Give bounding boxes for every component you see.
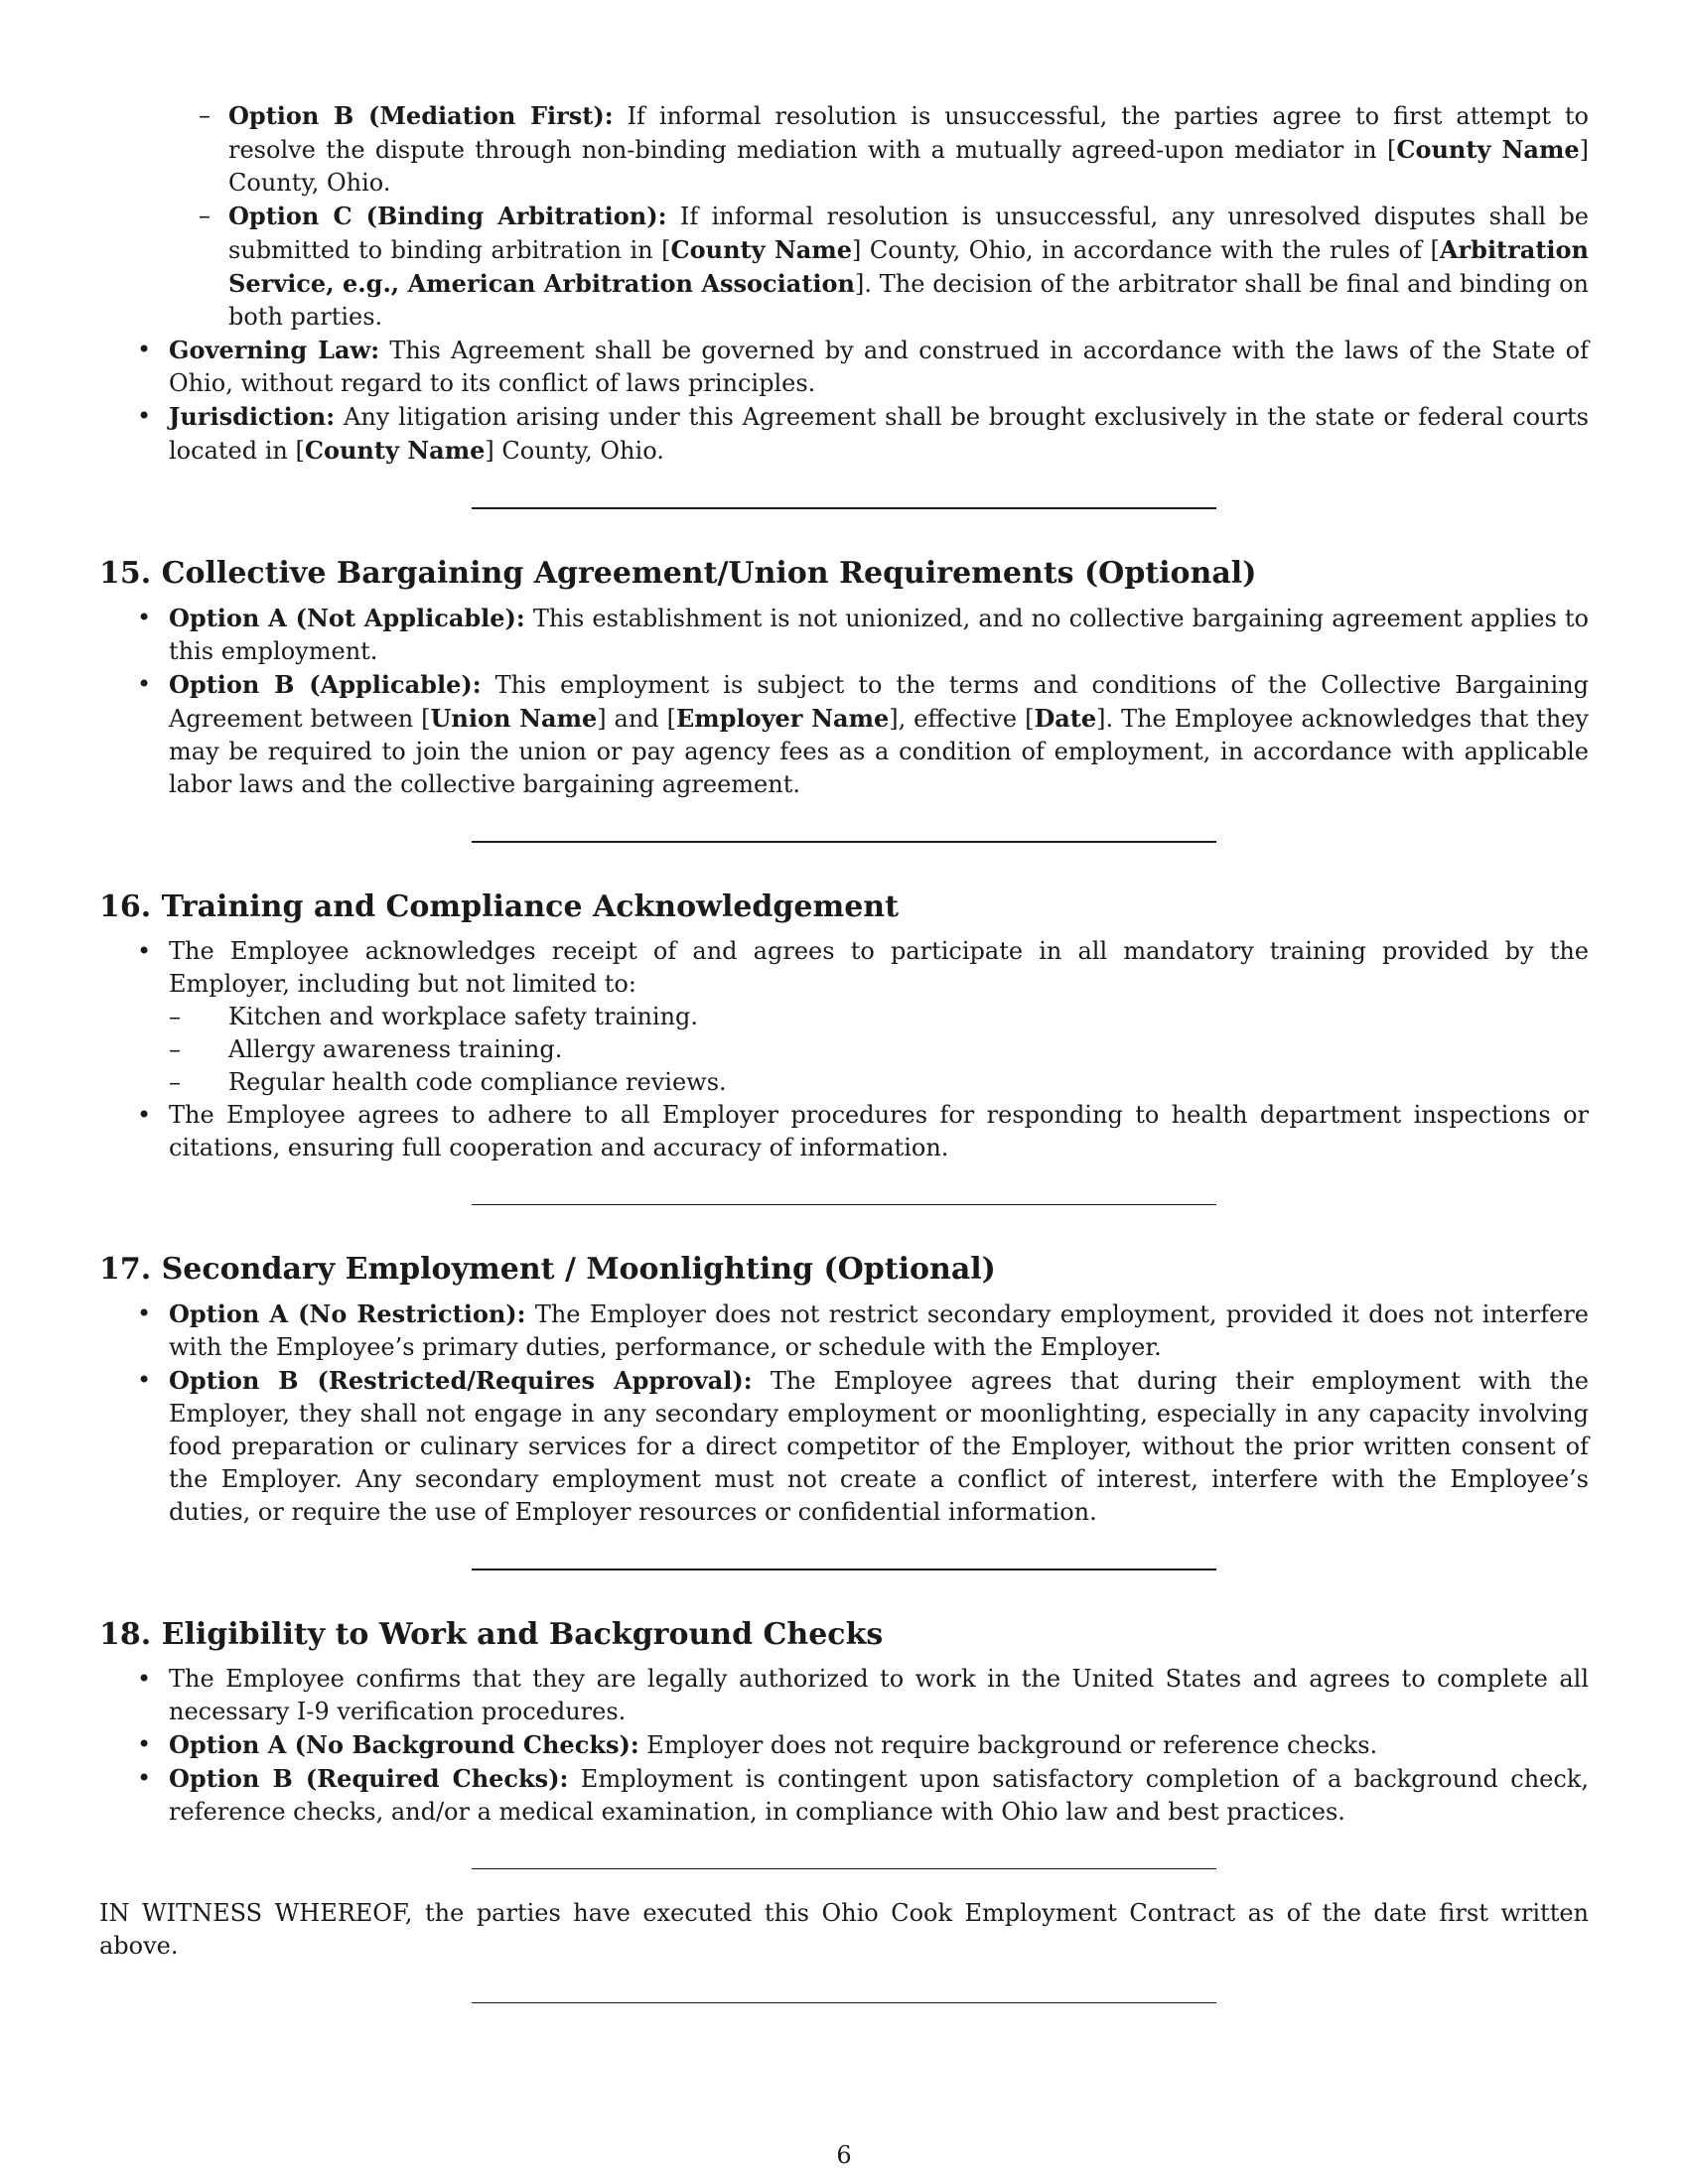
s16-training-item: • The Employee acknowledges receipt of and agrees to participate in all mandatory training provided by the Employer, including but not limited to: – Kitchen and workplace safety training. – Allergy awareness training. – Regular health code compliance reviews. <box>99 935 1589 1099</box>
governing-law-item: • Governing Law: This Agreement shall be governed by and construed in accordance with the laws of the State of Ohio, without regard to its conflict of laws principles. <box>99 334 1589 400</box>
page-number: 6 <box>836 2141 852 2169</box>
section-divider <box>472 1569 1216 1570</box>
s17-option-b: • Option B (Restricted/Requires Approval): The Employee agrees that during their employment with the Employer, they shall not engage in any secondary employment or moonlighting, especially in any capacity involving food preparation or culinary services for a direct competitor of the Employer, without the prior written consent of the Employer. Any secondary employment must not create a conflict of interest, interfere with the Employee’s duties, or require the use of Employer resources or confidential information. <box>99 1364 1589 1529</box>
section-18-list <box>99 1663 1589 1829</box>
s18-option-a: • Option A (No Background Checks): Employer does not require background or reference checks. <box>99 1728 1589 1762</box>
s18-authorization-item: • The Employee confirms that they are legally authorized to work in the United States and agrees to complete all necessary I-9 verification procedures. <box>99 1663 1589 1728</box>
training-subitem: – Allergy awareness training. <box>169 1033 1589 1066</box>
s16-procedures-item: • The Employee agrees to adhere to all Employer procedures for responding to health department inspections or citations, ensuring full cooperation and accuracy of information. <box>99 1099 1589 1164</box>
section-divider <box>472 507 1216 509</box>
training-subitem: – Regular health code compliance reviews. <box>169 1066 1589 1099</box>
section-17-heading: 17. Secondary Employment / Moonlighting (Optional) <box>99 1252 996 1287</box>
section-16-heading: 16. Training and Compliance Acknowledgement <box>99 889 899 924</box>
s15-option-b: • Option B (Applicable): This employment is subject to the terms and conditions of the Collective Bargaining Agreement between [Union Name] and [Employer Name], effective [Date]. The Employee acknowledges that they may be required to join the union or pay agency fees as a condition of employment, in accordance with applicable labor laws and the collective bargaining agreement. <box>99 668 1589 801</box>
s18-option-b: • Option B (Required Checks): Employment is contingent upon satisfactory completion of a background check, reference checks, and/or a medical examination, in compliance with Ohio law and best practices. <box>99 1762 1589 1829</box>
option-b-mediation: – Option B (Mediation First): If informal resolution is unsuccessful, the parties agree to first attempt to resolve the dispute through non-binding mediation with a mutually agreed-upon mediator in [County Name] County, Ohio. <box>99 99 1589 200</box>
section-15-heading: 15. Collective Bargaining Agreement/Union Requirements (Optional) <box>99 556 1257 591</box>
section-18-heading: 18. Eligibility to Work and Background Checks <box>99 1617 884 1652</box>
section-17-list <box>99 1297 1589 1529</box>
option-c-arbitration: – Option C (Binding Arbitration): If informal resolution is unsuccessful, any unresolved disputes shall be submitted to binding arbitration in [County Name] County, Ohio, in accordance with the rules of [Arbitration Service, e.g., American Arbitration Association]. The decision of the arbitrator shall be final and binding on both parties. <box>99 200 1589 334</box>
training-subitem: – Kitchen and workplace safety training. <box>169 1001 1589 1033</box>
section-divider <box>472 1868 1216 1869</box>
s15-option-a: • Option A (Not Applicable): This establishment is not unionized, and no collective bargaining agreement applies to this employment. <box>99 602 1589 668</box>
section-15-list <box>99 602 1589 801</box>
law-list <box>99 334 1589 468</box>
training-sublist <box>169 1001 1589 1099</box>
jurisdiction-item: • Jurisdiction: Any litigation arising under this Agreement shall be brought exclusively in the state or federal courts located in [County Name] County, Ohio. <box>99 400 1589 468</box>
section-divider <box>472 2002 1216 2003</box>
section-16-list <box>99 935 1589 1164</box>
section-divider <box>472 841 1216 843</box>
s17-option-a: • Option A (No Restriction): The Employer does not restrict secondary employment, provided it does not interfere with the Employee’s primary duties, performance, or schedule with the Employer. <box>99 1297 1589 1364</box>
dispute-options-list <box>99 99 1589 334</box>
witness-paragraph: IN WITNESS WHEREOF, the parties have executed this Ohio Cook Employment Contract as of the date first written above. <box>99 1899 1589 1960</box>
section-divider <box>472 1204 1216 1205</box>
page-content <box>99 99 1589 2003</box>
